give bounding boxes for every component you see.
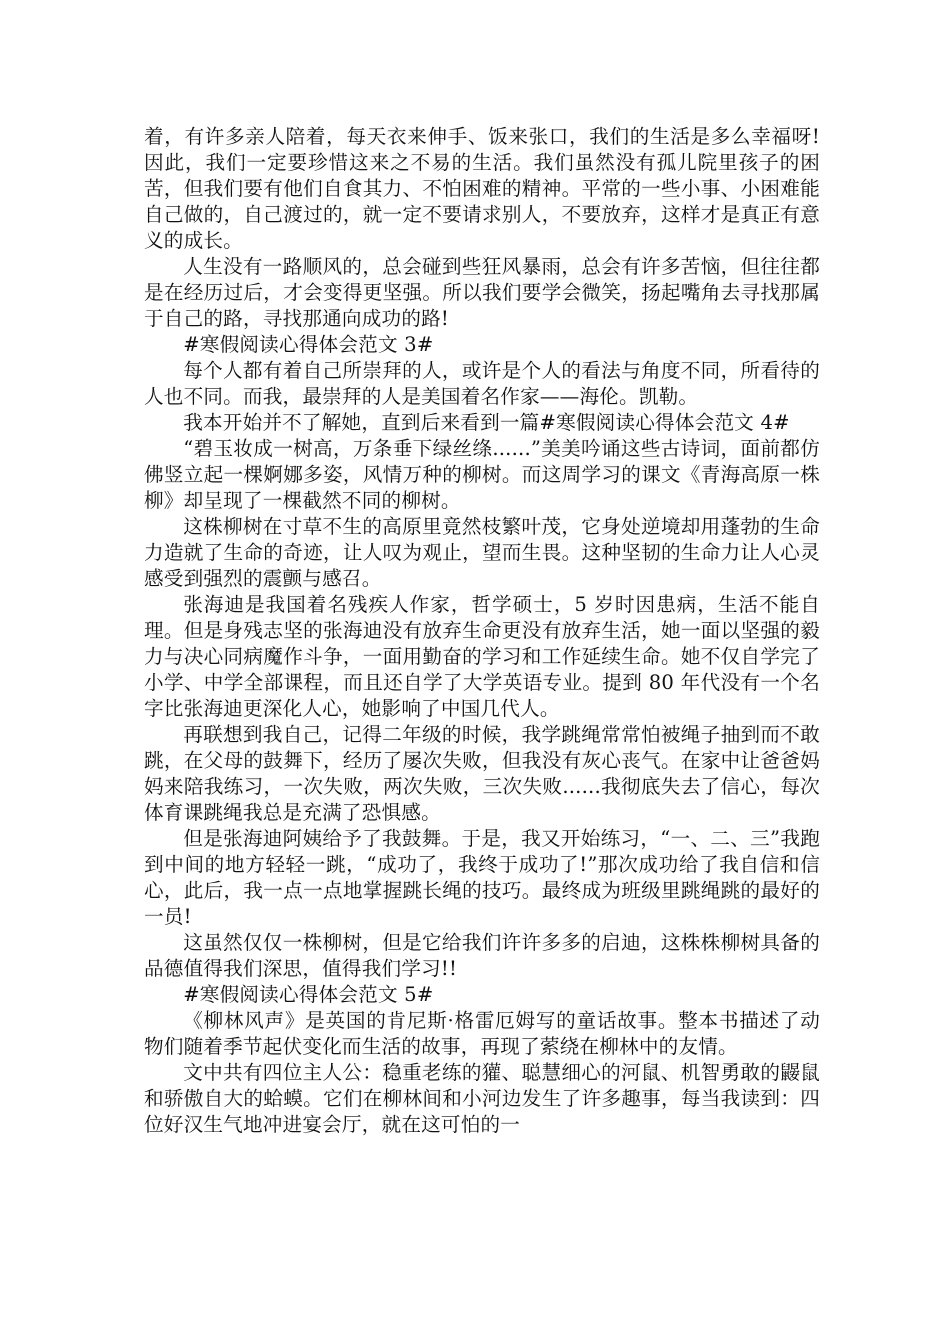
document-page [144, 124, 820, 1138]
paragraph-body: 再联想到我自己，记得二年级的时候，我学跳绳常常怕被绳子抽到而不敢跳，在父母的鼓舞下，经历了屡次失败，但我没有灰心丧气。在家中让爸爸妈妈来陪我练习，一次失败，两次失败，三次失败......我彻底失去了信心，每次体育课跳绳我总是充满了恐惧感。 [144, 723, 820, 824]
paragraph-body: 张海迪是我国着名残疾人作家，哲学硕士，5 岁时因患病，生活不能自理。但是身残志坚的张海迪没有放弃生命更没有放弃生活，她一面以坚强的毅力与决心同病魔作斗争，一面用勤奋的学习和工作延续生命。她不仅自学完了小学、中学全部课程，而且还自学了大学英语专业。提到 80 年代没有一个名字比张海迪更深化人心，她影响了中国几代人。 [144, 593, 820, 720]
paragraph-body: 这虽然仅仅一株柳树，但是它给我们许许多多的启迪，这株株柳树具备的品德值得我们深思，值得我们学习!! [144, 931, 820, 980]
paragraph-continuation: 着，有许多亲人陪着，每天衣来伸手、饭来张口，我们的生活是多么幸福呀!因此，我们一定要珍惜这来之不易的生活。我们虽然没有孤儿院里孩子的困苦，但我们要有他们自食其力、不怕困难的精神。平常的一些小事、小困难能自己做的，自己渡过的，就一定不要请求别人，不要放弃，这样才是真正有意义的成长。 [144, 125, 820, 252]
paragraph-body: 这株柳树在寸草不生的高原里竟然枝繁叶茂，它身处逆境却用蓬勃的生命力造就了生命的奇迹，让人叹为观止，望而生畏。这种坚韧的生命力让人心灵感受到强烈的震颤与感召。 [144, 515, 820, 590]
paragraph-body: 每个人都有着自己所崇拜的人，或许是个人的看法与角度不同，所看待的人也不同。而我，最崇拜的人是美国着名作家——海伦。凯勒。 [144, 359, 820, 408]
paragraph-body: 《柳林风声》是英国的肯尼斯·格雷厄姆写的童话故事。整本书描述了动物们随着季节起伏变化而生活的故事，再现了萦绕在柳林中的友情。 [144, 1009, 820, 1058]
paragraph-body: 但是张海迪阿姨给予了我鼓舞。于是，我又开始练习，“一、二、三”我跑到中间的地方轻轻一跳，“成功了，我终于成功了!”那次成功给了我自信和信心，此后，我一点一点地掌握跳长绳的技巧。最终成为班级里跳绳跳的最好的一员! [144, 827, 820, 928]
paragraph-body: 文中共有四位主人公：稳重老练的獾、聪慧细心的河鼠、机智勇敢的鼹鼠和骄傲自大的蛤蟆。它们在柳林间和小河边发生了许多趣事，每当我读到：四位好汉生气地冲进宴会厅，就在这可怕的一 [144, 1061, 820, 1136]
paragraph-body: 人生没有一路顺风的，总会碰到些狂风暴雨，总会有许多苦恼，但往往都是在经历过后，才会变得更坚强。所以我们要学会微笑，扬起嘴角去寻找那属于自己的路，寻找那通向成功的路! [144, 255, 820, 330]
paragraph-body: “碧玉妆成一树高，万条垂下绿丝绦......”美美吟诵这些古诗词，面前都仿佛竖立起一棵婀娜多姿，风情万种的柳树。而这周学习的课文《青海高原一株柳》却呈现了一棵截然不同的柳树。 [144, 437, 820, 512]
section-heading: #寒假阅读心得体会范文 5# [183, 983, 434, 1006]
paragraph-body: 我本开始并不了解她，直到后来看到一篇#寒假阅读心得体会范文 4# [183, 411, 790, 434]
section-heading: #寒假阅读心得体会范文 3# [183, 333, 434, 356]
